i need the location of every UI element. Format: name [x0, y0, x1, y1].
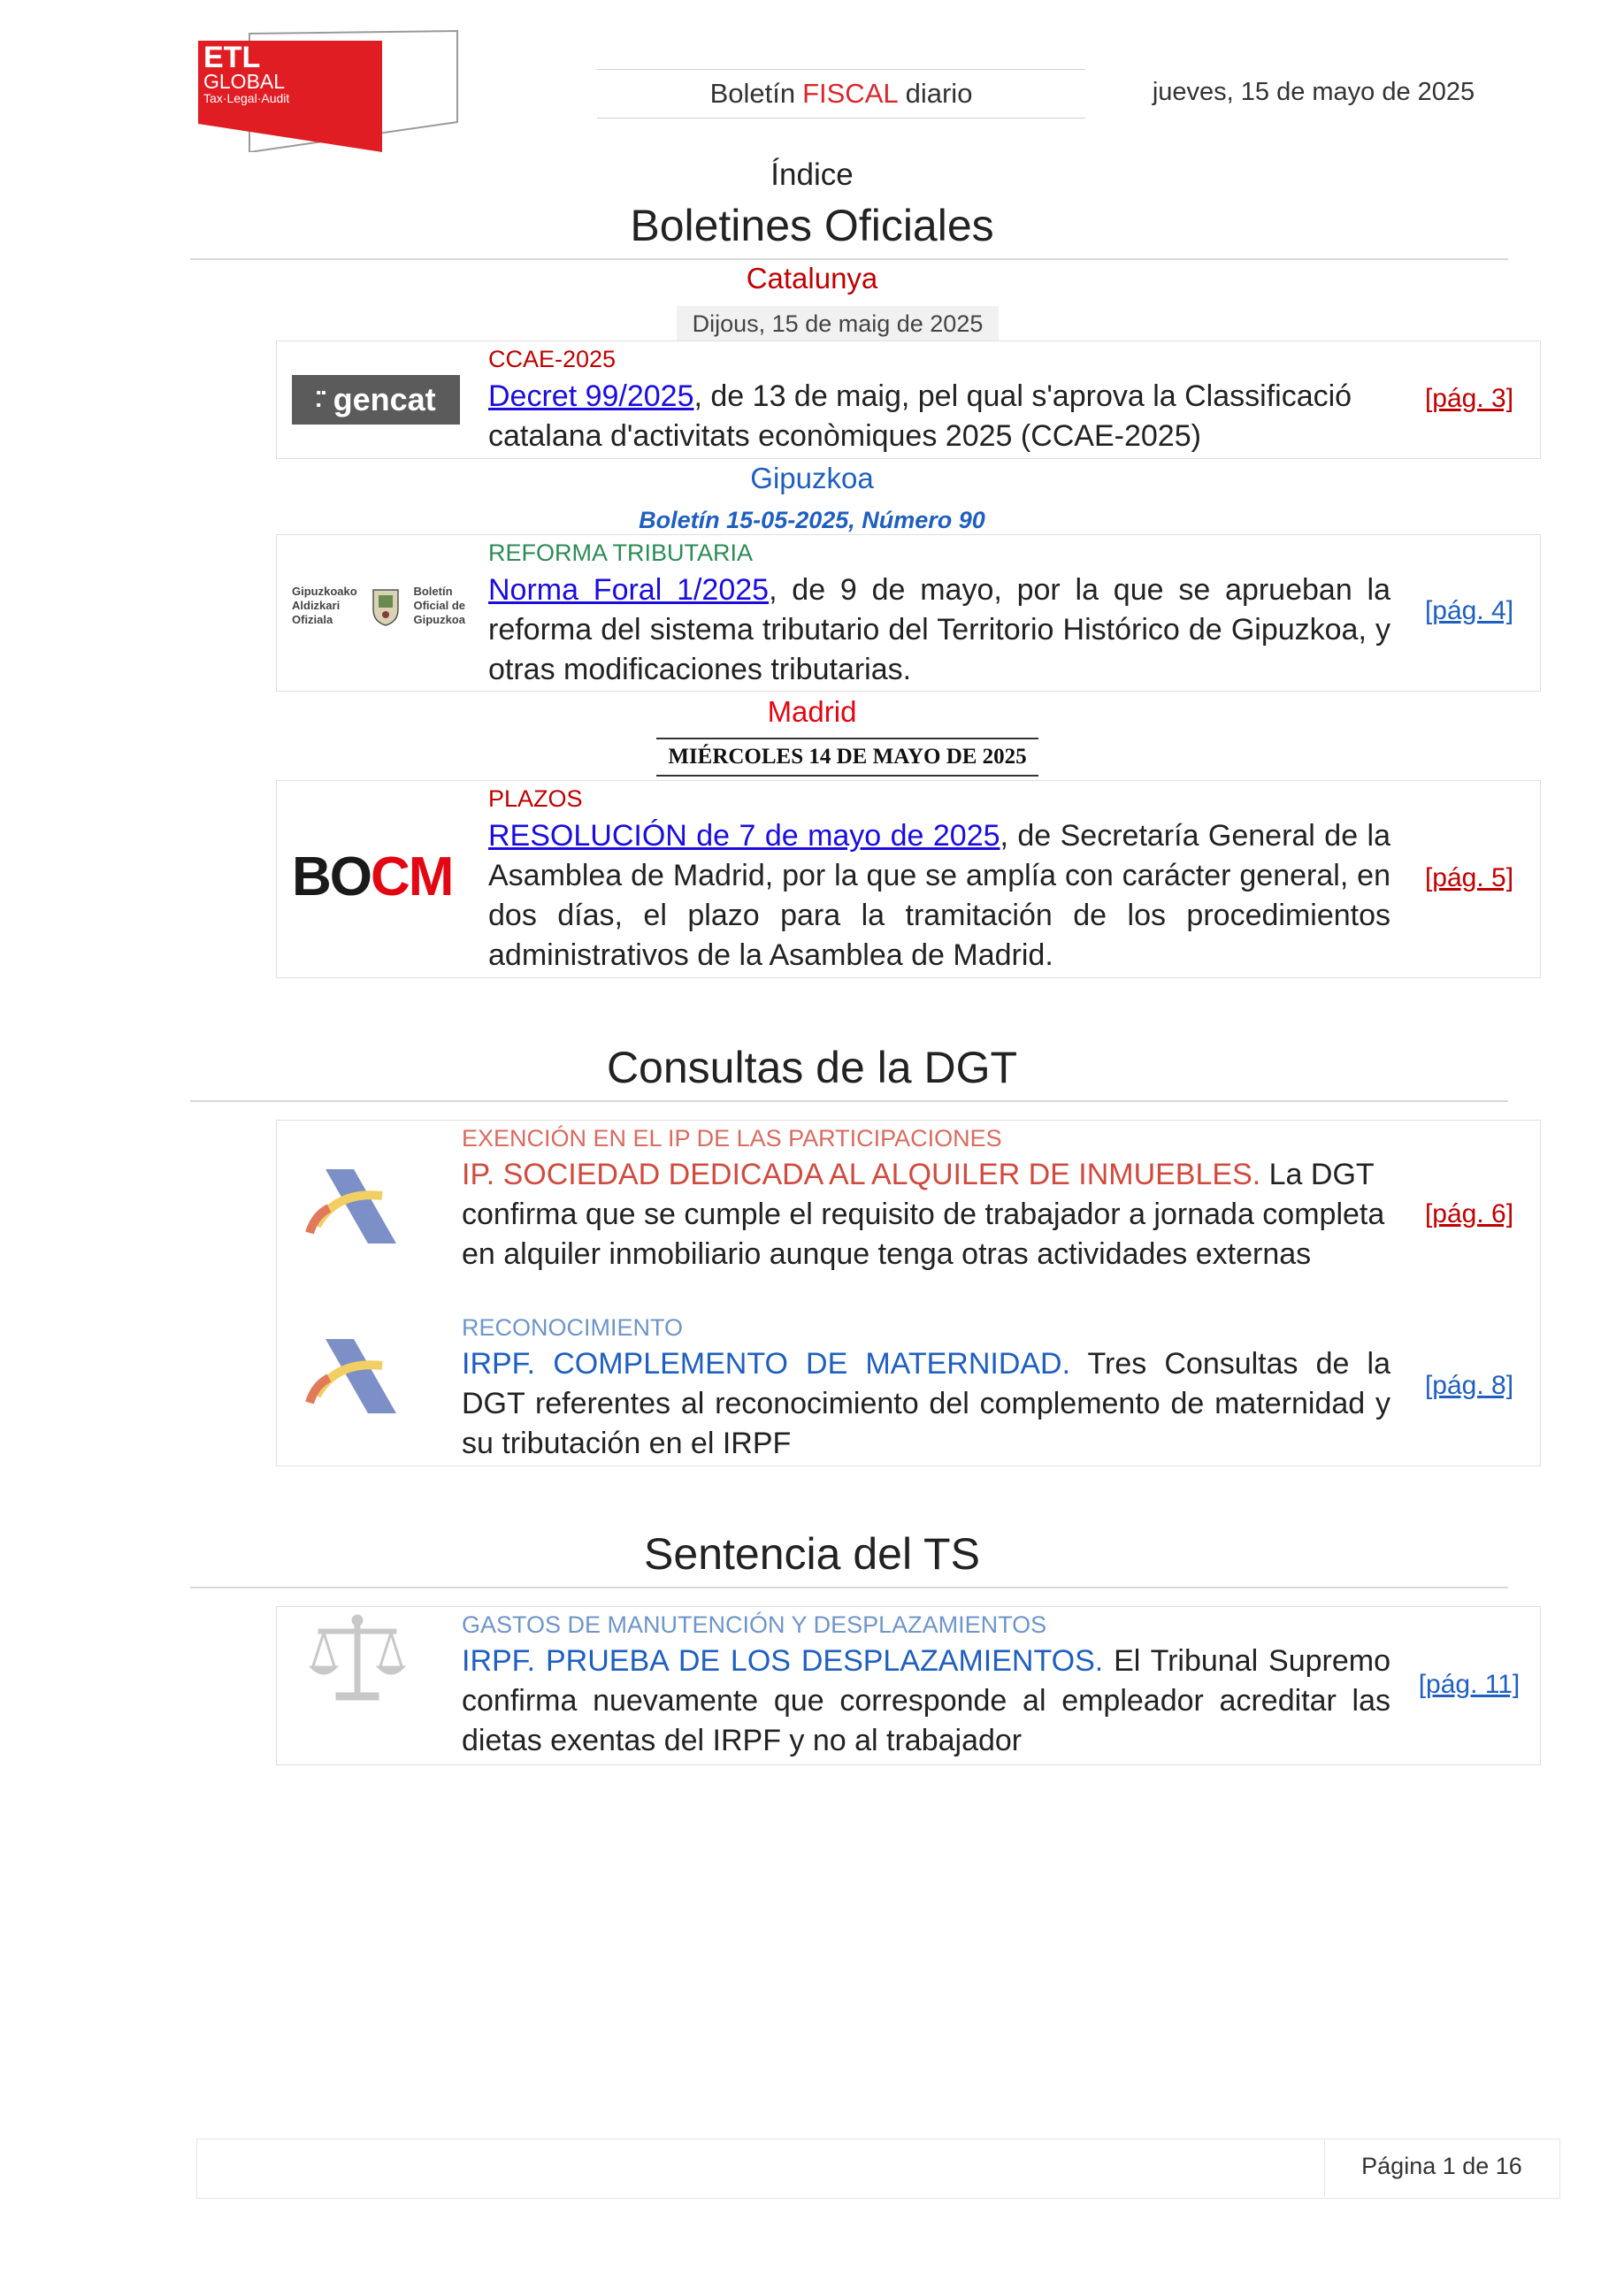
etl-global-logo	[196, 27, 462, 152]
header-date: jueves, 15 de mayo de 2025	[1152, 78, 1475, 106]
entry-text-madrid: RESOLUCIÓN de 7 de mayo de 2025, de Secretaría General de la Asamblea de Madrid, por la que se amplía con carácter general, en dos días, el plazo para la tramitación de los procedimientos administrativos de la Asamblea de Madrid.	[488, 819, 1390, 972]
region-gipuzkoa: Gipuzkoa	[750, 462, 874, 494]
footer-divider	[1324, 2139, 1325, 2197]
ts-headline[interactable]: IRPF. PRUEBA DE LOS DESPLAZAMIENTOS.	[462, 1644, 1104, 1678]
scales-of-justice-icon	[308, 1611, 407, 1711]
svg-text:Tax·Legal·Audit: Tax·Legal·Audit	[203, 91, 290, 105]
aeat-logo-icon	[301, 1334, 407, 1422]
section-divider	[190, 1100, 1508, 1102]
page-link-5[interactable]: [pág. 5]	[1424, 863, 1514, 892]
page-link-4[interactable]: [pág. 4]	[1424, 596, 1514, 625]
bulletin-suffix: diario	[905, 78, 973, 109]
section-divider	[190, 1587, 1508, 1588]
entry-text-catalunya: Decret 99/2025, de 13 de maig, pel qual s'aprova la Classificació catalana d'activitats econòmiques 2025 (CCAE-2025)	[488, 379, 1352, 453]
index-label: Índice	[770, 157, 854, 192]
gipuzkoa-shield-icon	[370, 585, 402, 627]
entry-text-dgt-1: IP. SOCIEDAD DEDICADA AL ALQUILER DE INMUEBLES. La DGT confirma que se cumple el requisito de trabajador a jornada completa en alquiler inmobiliario aunque tenga otras actividades externas	[462, 1158, 1385, 1271]
resolucion-link[interactable]: RESOLUCIÓN de 7 de mayo de 2025	[488, 819, 1000, 853]
decret-link[interactable]: Decret 99/2025	[488, 379, 694, 413]
region-madrid: Madrid	[767, 695, 857, 728]
catalunya-date: Dijous, 15 de maig de 2025	[677, 306, 999, 341]
page-number: Página 1 de 16	[1361, 2153, 1522, 2179]
madrid-date: MIÉRCOLES 14 DE MAYO DE 2025	[656, 738, 1038, 777]
dgt-headline-2[interactable]: IRPF. COMPLEMENTO DE MATERNIDAD.	[462, 1347, 1071, 1381]
bulletin-prefix: Boletín	[709, 78, 796, 109]
region-catalunya: Catalunya	[746, 262, 878, 295]
gipuzkoa-logo: Gipuzkoako Aldizkari Ofiziala Boletín Oficial de Gipuzkoa	[292, 585, 465, 626]
dgt-headline-1[interactable]: IP. SOCIEDAD DEDICADA AL ALQUILER DE INMUEBLES.	[462, 1158, 1261, 1191]
section-title-boletines: Boletines Oficiales	[630, 201, 994, 250]
svg-text:GLOBAL: GLOBAL	[203, 70, 286, 93]
category-exencion-ip: EXENCIÓN EN EL IP DE LAS PARTICIPACIONES	[462, 1125, 1002, 1152]
category-gastos-manutencion: GASTOS DE MANUTENCIÓN Y DESPLAZAMIENTOS	[462, 1611, 1047, 1638]
svg-text:ETL: ETL	[203, 41, 261, 74]
bulletin-accent: FISCAL	[802, 78, 899, 109]
gipuzkoa-date: Boletín 15-05-2025, Número 90	[639, 507, 985, 533]
entry-text-gipuzkoa: Norma Foral 1/2025, de 9 de mayo, por la que se aprueban la reforma del sistema tributario del Territorio Histórico de Gipuzkoa, y otras modificaciones tributarias.	[488, 573, 1390, 686]
category-plazos: PLAZOS	[488, 785, 583, 812]
norma-foral-link[interactable]: Norma Foral 1/2025	[488, 573, 770, 607]
page-link-11[interactable]: [pág. 11]	[1418, 1670, 1521, 1699]
section-divider	[190, 258, 1508, 260]
entry-text-ts: IRPF. PRUEBA DE LOS DESPLAZAMIENTOS. El Tribunal Supremo confirma nuevamente que corresponde al empleador acreditar las dietas exentas del IRPF y no al trabajador	[462, 1644, 1390, 1757]
aeat-logo-icon	[301, 1164, 407, 1252]
gencat-logo-text: gencat	[333, 381, 436, 417]
page-link-6[interactable]: [pág. 6]	[1424, 1199, 1514, 1228]
gencat-dots-icon: ▪▪ ▪	[316, 386, 326, 413]
entry-text-dgt-2: IRPF. COMPLEMENTO DE MATERNIDAD. Tres Consultas de la DGT referentes al reconocimiento del complemento de maternidad y su tributación en el IRPF	[462, 1347, 1390, 1460]
bulletin-title	[597, 69, 1085, 119]
category-ccae: CCAE-2025	[488, 346, 617, 372]
section-title-ts: Sentencia del TS	[644, 1529, 980, 1579]
page-link-8[interactable]: [pág. 8]	[1424, 1371, 1514, 1400]
category-reforma-tributaria: REFORMA TRIBUTARIA	[488, 540, 754, 566]
category-reconocimiento: RECONOCIMIENTO	[462, 1314, 684, 1341]
gencat-logo	[292, 375, 460, 425]
page-link-3[interactable]: [pág. 3]	[1424, 384, 1514, 413]
bocm-logo: BOCM	[292, 846, 453, 907]
section-title-dgt: Consultas de la DGT	[606, 1043, 1018, 1092]
